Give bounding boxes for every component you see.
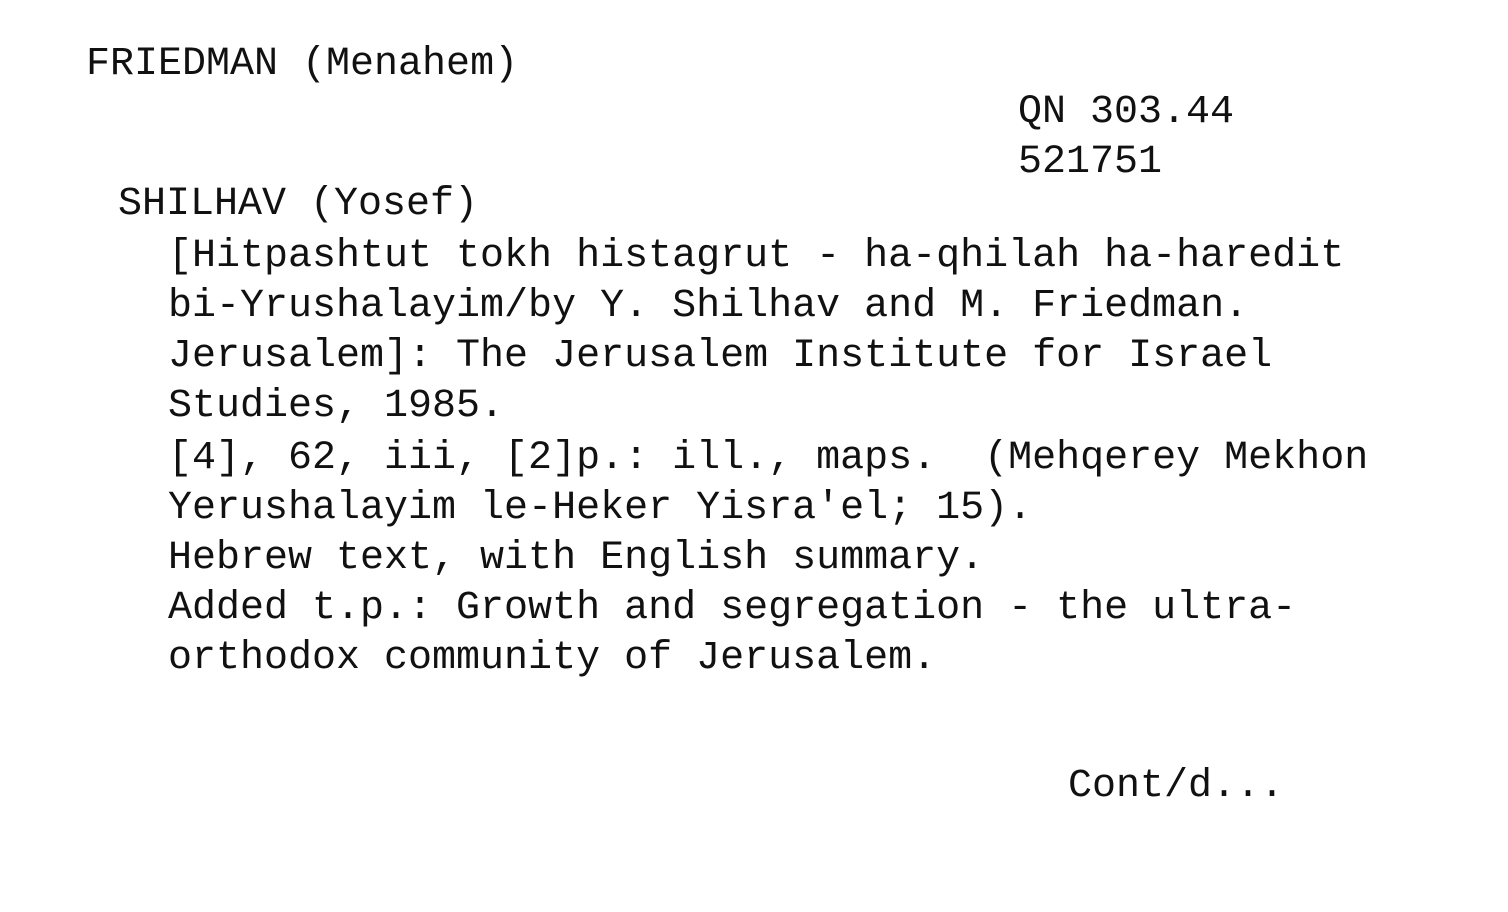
- added-title-note-1: Added t.p.: Growth and segregation - the ultra-: [168, 586, 1297, 631]
- title-line-1: [Hitpashtut tokh histagrut - ha-qhilah ha-haredit: [168, 234, 1345, 279]
- continued-note: Cont/d...: [1068, 764, 1285, 809]
- imprint-line-2: Studies, 1985.: [168, 384, 505, 429]
- collation-line-2: Yerushalayim le-Heker Yisra'el; 15).: [168, 486, 1033, 531]
- title-line-2: bi-Yrushalayim/by Y. Shilhav and M. Friedman.: [168, 284, 1249, 329]
- call-number-class: QN 303.44: [1018, 90, 1235, 135]
- main-entry-author: SHILHAV (Yosef): [118, 182, 479, 227]
- added-entry-heading: FRIEDMAN (Menahem): [86, 42, 519, 87]
- language-note: Hebrew text, with English summary.: [168, 536, 985, 581]
- call-number-accession: 521751: [1018, 140, 1163, 185]
- imprint-line-1: Jerusalem]: The Jerusalem Institute for Israel: [168, 334, 1273, 379]
- collation-line-1: [4], 62, iii, [2]p.: ill., maps. (Mehqerey Mekhon: [168, 436, 1369, 481]
- added-title-note-2: orthodox community of Jerusalem.: [168, 636, 937, 681]
